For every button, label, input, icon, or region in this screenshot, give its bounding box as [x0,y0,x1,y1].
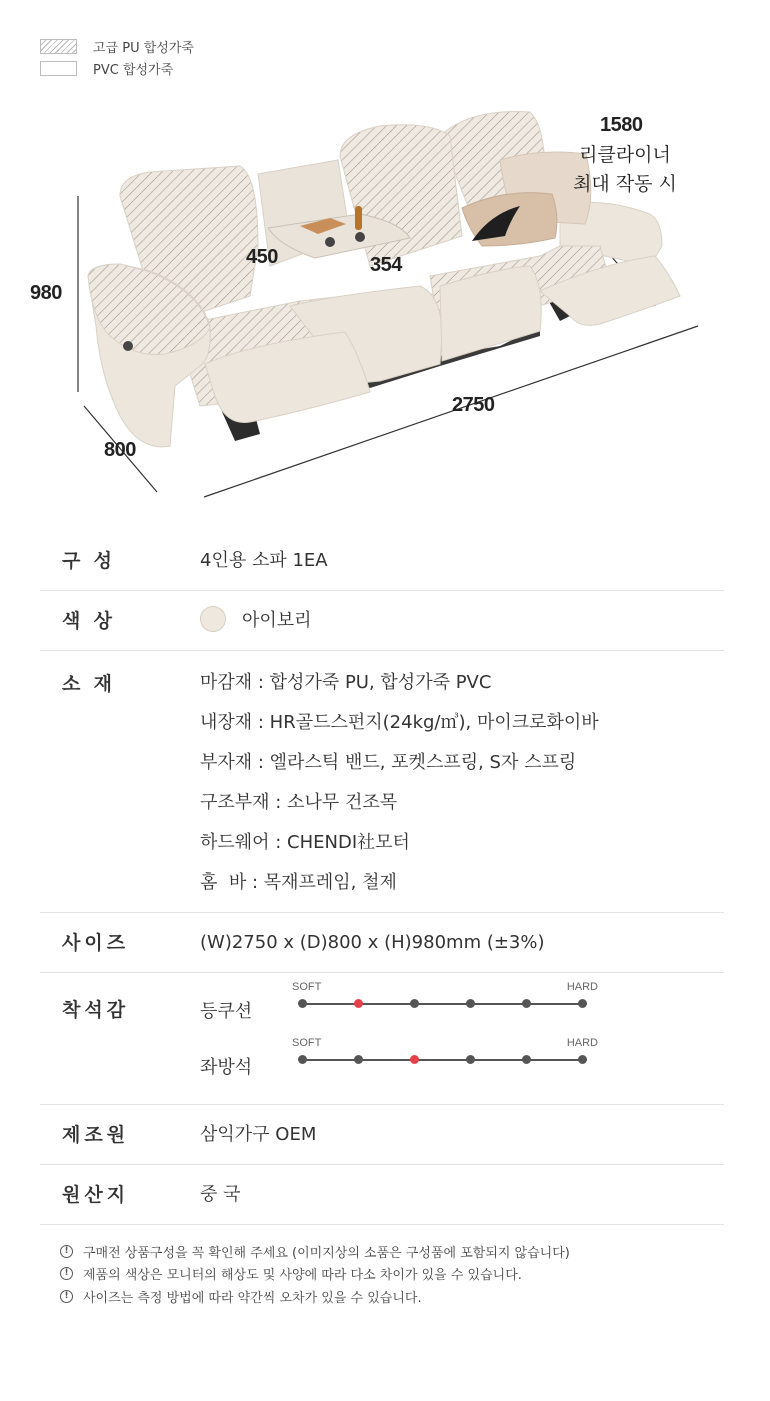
spec-row-maker [40,1105,724,1165]
dim-width-value: 2750 [452,394,495,416]
comfort-name-back: 등쿠션 [200,1001,253,1022]
spec-value-size: (W)2750 x (D)800 x (H)980mm (±3%) [200,931,545,953]
comfort-item-seat [200,1039,620,1089]
material-line: 마감재 : 합성가죽 PU, 합성가죽 PVC [200,672,492,693]
spec-row-size [40,913,724,973]
dim-table-width-value: 450 [246,246,278,268]
spec-row-material [40,651,724,913]
comfort-name-seat: 좌방석 [200,1057,253,1078]
soft-label: SOFT [292,1037,322,1049]
notice-item [60,1285,570,1308]
material-line: 부자재 : 엘라스틱 밴드, 포켓스프링, S자 스프링 [200,752,577,773]
legend-label-pvc: PVC 합성가죽 [93,63,174,78]
spec-value-origin: 중 국 [200,1183,241,1205]
scale-dot [578,999,587,1008]
scale-dot [466,1055,475,1064]
scale-dot [466,999,475,1008]
spec-row-comfort [40,973,724,1105]
notice-list [60,1240,570,1308]
material-legend [40,36,194,80]
notice-item [60,1263,570,1286]
comfort-scale-back [292,981,598,1019]
spec-label-composition: 구 성 [62,549,112,572]
dim-recline-value: 1580 [600,114,643,136]
spec-value-composition: 4인용 소파 1EA [200,549,328,571]
info-icon: ! [60,1245,73,1258]
scale-dot [354,1055,363,1064]
legend-item-pvc [40,58,194,79]
spec-label-origin: 원산지 [62,1183,130,1206]
scale-dot [578,1055,587,1064]
legend-item-pu [40,36,194,57]
spec-label-comfort: 착석감 [62,999,130,1021]
scale-dot [298,999,307,1008]
spec-row-composition [40,531,724,591]
spec-label-size: 사이즈 [62,931,130,954]
sofa-dimension-diagram [0,96,770,516]
comfort-scale-seat [292,1037,598,1075]
spec-label-maker: 제조원 [62,1123,130,1146]
spec-row-color [40,591,724,651]
hard-label: HARD [566,1037,598,1049]
spec-label-material: 소 재 [62,673,112,695]
scale-dot-active [354,999,363,1008]
spec-row-origin [40,1165,724,1225]
spec-table [40,531,724,1225]
dim-recline-note-line1: 리클라이너 [579,144,671,166]
notice-text: 사이즈는 측정 방법에 따라 약간씩 오차가 있을 수 있습니다. [83,1290,422,1306]
scale-line [302,1059,583,1061]
soft-label: SOFT [292,981,322,993]
scale-line [302,1003,583,1005]
material-line: 내장재 : HR골드스펀지(24kg/㎥), 마이크로화이바 [200,712,599,733]
notice-text: 구매전 상품구성을 꼭 확인해 주세요 (이미지상의 소품은 구성품에 포함되지 않습니다) [83,1245,570,1261]
comfort-item-back [200,983,620,1033]
scale-dot-active [410,1055,419,1064]
dim-height-value: 980 [30,282,62,304]
color-swatch-icon [200,606,226,632]
spec-value-maker: 삼익가구 OEM [200,1123,317,1145]
dim-recline-note-line2: 최대 작동 시 [573,173,677,195]
spec-label-color: 색 상 [62,609,112,632]
dim-depth-value: 800 [104,439,136,461]
comfort-scales [200,973,724,1104]
spec-value-color: 아이보리 [242,609,312,631]
material-line: 하드웨어 : CHENDI社모터 [200,832,410,853]
plain-swatch-icon [40,61,77,76]
spec-value-color-wrap [200,591,724,651]
legend-label-pu: 고급 PU 합성가죽 [93,41,194,56]
spec-value-material [200,651,724,912]
info-icon: ! [60,1290,73,1303]
scale-dot [298,1055,307,1064]
material-line: 홈 바 : 목재프레임, 철제 [200,872,397,893]
dim-table-depth-value: 354 [370,254,402,276]
scale-dot [522,999,531,1008]
material-line: 구조부재 : 소나무 건조목 [200,792,398,813]
scale-dot [410,999,419,1008]
hatch-swatch-icon [40,39,77,54]
notice-item [60,1240,570,1263]
notice-text: 제품의 색상은 모니터의 해상도 및 사양에 따라 다소 차이가 있을 수 있습니다. [83,1268,522,1284]
dim-recline-note [562,141,688,199]
info-icon: ! [60,1267,73,1280]
scale-dot [522,1055,531,1064]
hard-label: HARD [566,981,598,993]
